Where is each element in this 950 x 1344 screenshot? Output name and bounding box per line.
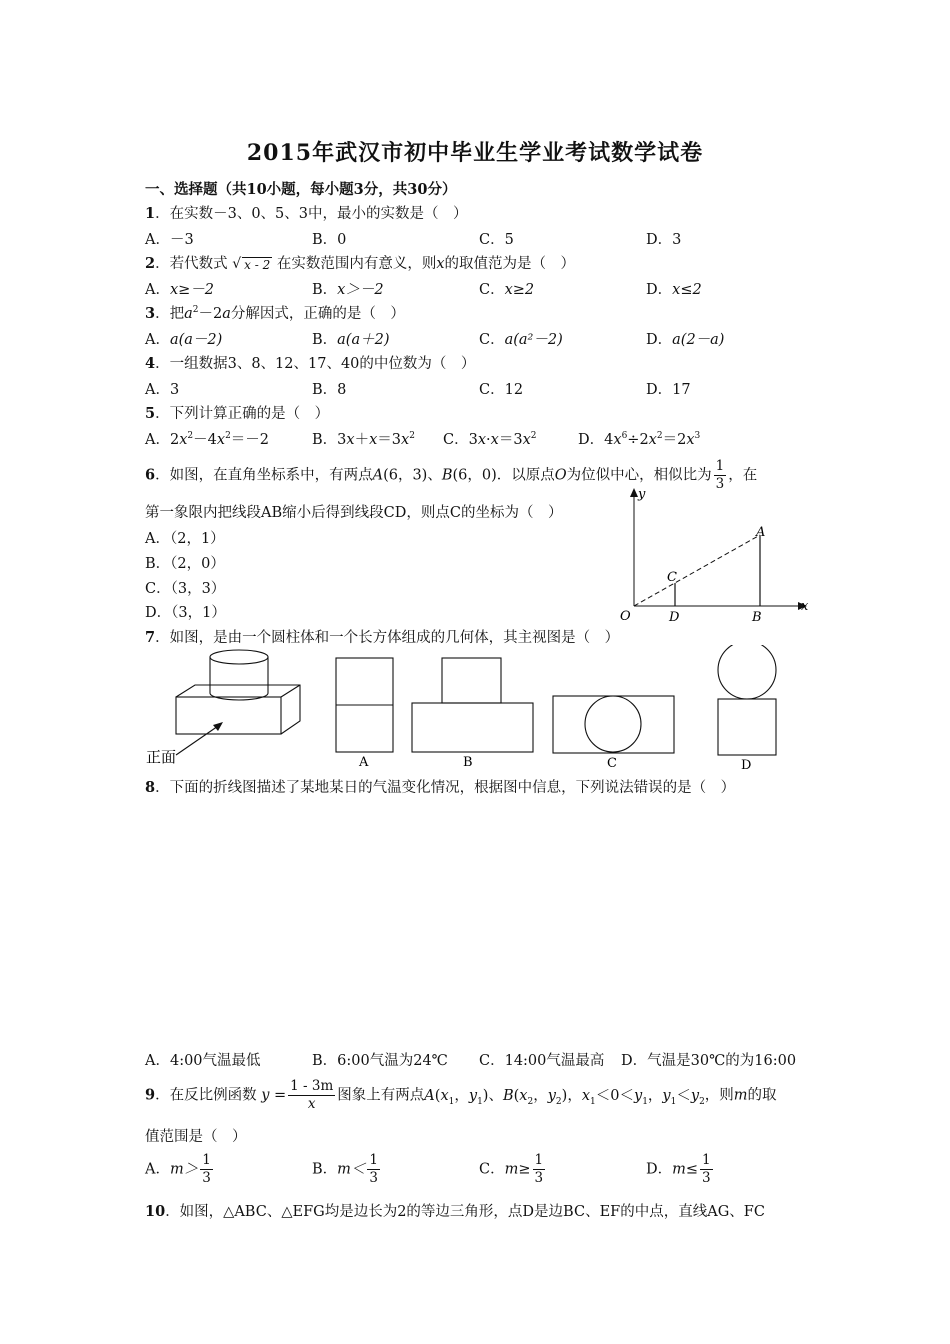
option-d-circle bbox=[718, 645, 776, 699]
question-stem: ．如图，△ABC、△EFG均是边长为2的等边三角形，点D是边BC、EF的中点，直线AG、FC bbox=[165, 1204, 765, 1220]
question-8 bbox=[145, 776, 735, 797]
q5-option-d[interactable]: D．$4x^6\div 2x^2=2x^3$ bbox=[578, 431, 701, 448]
q6-option-a[interactable]: A．（2，1） bbox=[145, 531, 225, 547]
question-stem: ．下面的折线图描述了某地某日的气温变化情况，根据图中信息，下列说法错误的是（ ） bbox=[155, 780, 736, 796]
option-label: A． bbox=[145, 432, 170, 448]
c-label: C bbox=[667, 570, 677, 585]
option-expr: x＞－2 bbox=[337, 282, 384, 298]
fraction-numerator: 1 - 3m bbox=[290, 1078, 334, 1094]
option-expr: a(a²－2) bbox=[504, 332, 563, 348]
q8-option-b[interactable]: B．6:00气温为24℃ bbox=[312, 1053, 448, 1069]
a-label: A bbox=[756, 525, 766, 540]
option-expr: x≥－2 bbox=[169, 282, 215, 298]
question-number: 5 bbox=[145, 405, 156, 422]
question-9-line2: 值范围是（ ） bbox=[145, 1129, 247, 1145]
q5-option-c[interactable]: C．$3x\cdot x=3x^2$ bbox=[443, 431, 537, 448]
variable: x bbox=[436, 256, 445, 272]
option-label: B． bbox=[312, 332, 338, 348]
x-label: x bbox=[801, 599, 809, 614]
origin-label: O bbox=[554, 467, 567, 484]
question-number: 6 bbox=[145, 466, 156, 484]
option-relation: m≤ bbox=[672, 1161, 699, 1178]
option-expr: a(2－a) bbox=[672, 332, 725, 348]
q2-options bbox=[145, 278, 825, 300]
box-front bbox=[176, 697, 281, 734]
question-stem: ．以原点 bbox=[496, 467, 555, 484]
o-label: O bbox=[620, 609, 631, 624]
option-label: C． bbox=[479, 282, 505, 298]
option-label: B． bbox=[312, 432, 338, 448]
option-c-rect bbox=[553, 696, 674, 753]
option-label: C． bbox=[443, 432, 469, 448]
q1-option-c[interactable]: C．5 bbox=[479, 232, 514, 248]
q2-option-d[interactable] bbox=[646, 278, 702, 299]
option-b-label: B bbox=[463, 755, 473, 770]
question-number: 3 bbox=[145, 305, 156, 322]
q4-option-a[interactable]: A．3 bbox=[145, 382, 180, 398]
q3-option-d[interactable] bbox=[646, 328, 724, 349]
fraction-denominator: 3 bbox=[202, 1170, 211, 1186]
option-d-label: D bbox=[741, 758, 752, 773]
q4-option-b[interactable]: B．8 bbox=[312, 382, 347, 398]
fraction-denominator: 3 bbox=[534, 1170, 544, 1186]
section-heading: 一、选择题（共10小题，每小题3分，共30分） bbox=[145, 181, 457, 198]
question-number: 10 bbox=[145, 1203, 166, 1220]
question-stem: ．在反比例函数 bbox=[155, 1087, 257, 1104]
option-c-circle bbox=[585, 696, 641, 752]
fraction-numerator: 1 bbox=[369, 1152, 378, 1168]
fraction-denominator: 3 bbox=[715, 476, 725, 492]
option-expr: a(a＋2) bbox=[337, 332, 390, 348]
q1-options bbox=[145, 228, 825, 250]
question-number: 9 bbox=[145, 1086, 156, 1104]
option-b-figure[interactable] bbox=[412, 658, 533, 752]
q1-option-a[interactable]: A．－3 bbox=[145, 232, 194, 248]
q6-option-c[interactable]: C．（3，3） bbox=[145, 581, 226, 597]
option-relation: m＞ bbox=[169, 1161, 199, 1178]
option-d-figure[interactable] bbox=[718, 645, 776, 755]
option-label: C． bbox=[479, 332, 505, 348]
q6-option-d[interactable]: D．（3，1） bbox=[145, 605, 226, 621]
question-number: 4 bbox=[145, 355, 156, 372]
option-label: C． bbox=[479, 1161, 505, 1178]
question-number: 7 bbox=[145, 629, 156, 646]
radicand: x - 2 bbox=[244, 258, 271, 272]
option-expr: x≥2 bbox=[504, 282, 535, 298]
function-fraction bbox=[288, 1078, 335, 1113]
cylinder-top bbox=[210, 650, 268, 664]
front-arrow-line bbox=[176, 724, 221, 755]
fraction-denominator: 3 bbox=[702, 1170, 711, 1186]
question-stem: ．把 bbox=[155, 306, 185, 322]
q3-option-b[interactable] bbox=[312, 328, 390, 349]
question-4 bbox=[145, 352, 475, 373]
question-stem: 的取值范为是（ ） bbox=[444, 256, 576, 272]
option-expr: x≤2 bbox=[672, 282, 702, 298]
question-stem: 图象上有两点 bbox=[337, 1087, 425, 1104]
question-stem: 分解因式，正确的是（ ） bbox=[230, 306, 405, 322]
question-7 bbox=[145, 626, 619, 647]
q8-option-c[interactable]: C．14:00气温最高 bbox=[479, 1053, 605, 1069]
question-stem: 为位似中心，相似比为 bbox=[566, 467, 712, 484]
exam-title: 2015年武汉市初中毕业生学业考试数学试卷 bbox=[246, 140, 704, 166]
coordinate-figure bbox=[612, 484, 817, 626]
q9-option-b[interactable] bbox=[312, 1152, 382, 1187]
question-10 bbox=[145, 1200, 765, 1221]
option-a-label: A bbox=[359, 755, 369, 770]
math-expression: $a^2-2a$ bbox=[184, 305, 231, 322]
option-label: B． bbox=[312, 282, 338, 298]
question-stem: 在实数范围内有意义，则 bbox=[276, 256, 437, 272]
option-label: B． bbox=[312, 1161, 338, 1178]
sqrt-symbol: √ bbox=[232, 256, 242, 272]
segment-oa bbox=[634, 535, 760, 606]
question-stem: ．一组数据3、8、12、17、40的中位数为（ ） bbox=[155, 356, 476, 372]
solid-figure bbox=[176, 650, 300, 755]
option-label: A． bbox=[145, 332, 170, 348]
q1-option-b[interactable]: B．0 bbox=[312, 232, 347, 248]
q2-option-c[interactable] bbox=[479, 278, 534, 299]
q2-option-a[interactable] bbox=[145, 278, 214, 299]
q6-option-b[interactable]: B．（2，0） bbox=[145, 556, 225, 572]
d-label: D bbox=[669, 610, 680, 625]
q9-option-c[interactable] bbox=[479, 1152, 547, 1187]
fraction-one-third bbox=[700, 1152, 713, 1187]
b-label: B bbox=[752, 610, 762, 625]
fraction-one-third bbox=[367, 1152, 380, 1187]
q5-option-b[interactable]: B．$3x+x=3x^2$ bbox=[312, 431, 415, 448]
question-number: 8 bbox=[145, 779, 156, 796]
q5-options bbox=[145, 428, 825, 450]
option-c-figure[interactable] bbox=[553, 696, 674, 753]
option-relation: m＜ bbox=[337, 1161, 366, 1178]
option-label: A． bbox=[145, 1161, 170, 1178]
q3-option-a[interactable] bbox=[145, 328, 222, 349]
variable-m: m bbox=[733, 1087, 748, 1104]
question-stem: 的取 bbox=[747, 1087, 777, 1104]
question-6-line2: 第一象限内把线段AB缩小后得到线段CD，则点C的坐标为（ ） bbox=[145, 505, 563, 521]
q9-options bbox=[145, 1152, 825, 1192]
fraction-denominator: x bbox=[307, 1096, 316, 1112]
question-5 bbox=[145, 402, 329, 423]
question-number: 2 bbox=[145, 255, 156, 272]
q5-option-a[interactable]: A．$2x^2-4x^2=-2$ bbox=[145, 431, 270, 448]
box-edge bbox=[281, 685, 300, 697]
fraction-denominator: 3 bbox=[369, 1170, 378, 1186]
option-label: D． bbox=[578, 432, 605, 448]
question-9 bbox=[145, 1078, 777, 1113]
option-c-label: C bbox=[607, 756, 617, 771]
q2-option-b[interactable] bbox=[312, 278, 384, 299]
front-label: 正面 bbox=[146, 748, 177, 766]
option-relation: m≥ bbox=[504, 1161, 531, 1178]
function-lhs: y = bbox=[261, 1087, 287, 1104]
question-stem: ．下列计算正确的是（ ） bbox=[155, 406, 330, 422]
q4-option-d[interactable]: D．17 bbox=[646, 382, 691, 398]
option-label: A． bbox=[145, 282, 170, 298]
point-a-coords: A(6，3)、B(6，0) bbox=[372, 467, 497, 484]
y-axis-arrow bbox=[630, 488, 638, 497]
option-label: D． bbox=[646, 282, 673, 298]
question-stem: ，则 bbox=[704, 1087, 734, 1104]
q4-option-c[interactable]: C．12 bbox=[479, 382, 524, 398]
fraction-numerator: 1 bbox=[534, 1152, 544, 1168]
front-arrow-head bbox=[213, 722, 223, 731]
option-label: D． bbox=[646, 332, 673, 348]
points-expression: $A(x_1$，$y_1$)、$B(x_2$，$y_2$)，$x_1<0<y_1$，$y_1<y_2$ bbox=[424, 1087, 705, 1107]
fraction-numerator: 1 bbox=[702, 1152, 711, 1168]
q3-option-c[interactable] bbox=[479, 328, 563, 349]
fraction-numerator: 1 bbox=[202, 1152, 211, 1168]
q8-option-a[interactable]: A．4:00气温最低 bbox=[145, 1053, 261, 1069]
question-stem: ，在 bbox=[728, 467, 758, 484]
q8-option-d[interactable]: D．气温是30℃的为16:00 bbox=[621, 1053, 797, 1069]
option-a-figure[interactable] bbox=[336, 658, 393, 752]
question-stem: ．如图，是由一个圆柱体和一个长方体组成的几何体，其主视图是（ ） bbox=[155, 630, 620, 646]
fraction-numerator: 1 bbox=[715, 458, 725, 474]
question-3 bbox=[145, 302, 405, 323]
q7-figures bbox=[143, 645, 823, 775]
q3-options bbox=[145, 328, 825, 350]
q9-option-d[interactable] bbox=[646, 1152, 715, 1187]
question-1 bbox=[145, 202, 468, 223]
option-b-bottom bbox=[412, 703, 533, 752]
question-2 bbox=[145, 252, 575, 273]
question-stem: ．如图，在直角坐标系中，有两点 bbox=[155, 467, 373, 484]
option-label: D． bbox=[646, 1161, 673, 1178]
option-b-top bbox=[442, 658, 501, 703]
option-d-rect bbox=[718, 699, 776, 755]
y-label: y bbox=[638, 487, 646, 502]
q1-option-d[interactable]: D．3 bbox=[646, 232, 682, 248]
q4-options bbox=[145, 378, 825, 400]
fraction-one-third bbox=[533, 1152, 546, 1187]
q9-option-a[interactable] bbox=[145, 1152, 215, 1187]
q8-options bbox=[145, 1049, 845, 1071]
fraction-one-third bbox=[200, 1152, 213, 1187]
question-stem: ．若代数式 bbox=[155, 256, 228, 272]
question-number: 1 bbox=[145, 205, 156, 222]
question-stem: ．在实数－3、0、5、3中，最小的实数是（ ） bbox=[155, 206, 468, 222]
option-expr: a(a－2) bbox=[169, 332, 223, 348]
